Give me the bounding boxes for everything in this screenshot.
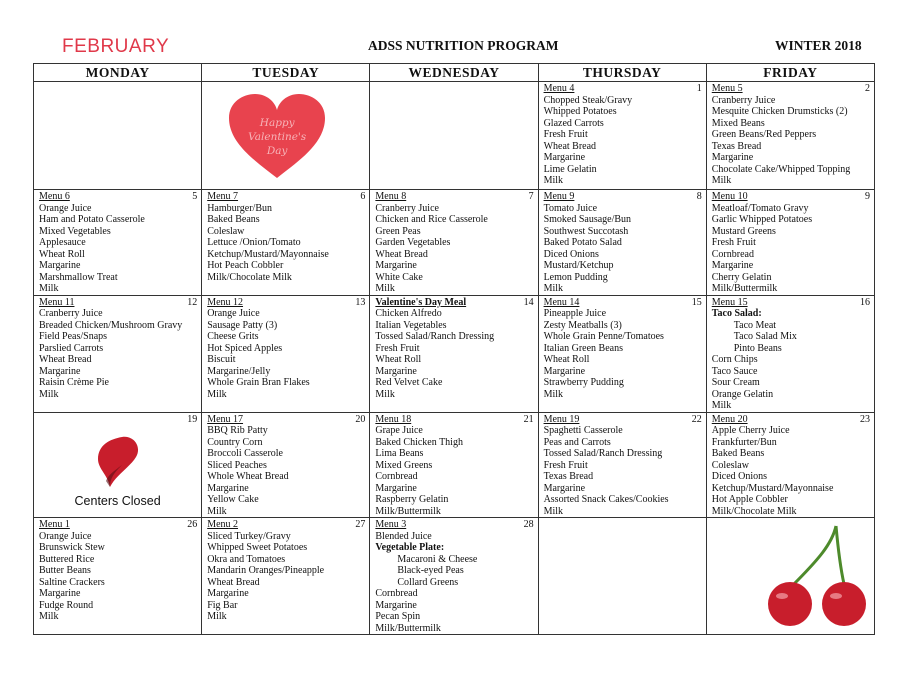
menu-title: Menu 7 [207, 191, 239, 202]
menu-item: Margarine [375, 260, 417, 271]
day-cell [202, 518, 370, 635]
menu-item: Cranberry Juice [39, 308, 103, 319]
menu-item: Cranberry Juice [375, 202, 439, 214]
menu-item: Red Velvet Cake [375, 377, 443, 388]
menu-item: Coleslaw [207, 225, 245, 237]
menu-item: Wheat Bread [207, 576, 260, 588]
menu-item: Milk [543, 505, 564, 517]
menu-item: Chicken and Rice Casserole [375, 214, 488, 225]
program-title: ADSS NUTRITION PROGRAM [368, 38, 559, 53]
menu-item: Zesty Meatballs (3) [543, 319, 622, 331]
day-number: 14 [523, 296, 534, 308]
menu-item: Margarine [711, 260, 754, 271]
heart-text-line: Happy [259, 117, 295, 129]
week-row [34, 412, 875, 518]
menu-item: Margarine [207, 482, 249, 494]
day-number: 20 [355, 413, 366, 425]
menu-item: Frankfurter/Bun [711, 436, 777, 448]
menu-item: Peas and Carrots [543, 436, 611, 448]
menu-item: Milk [711, 400, 732, 411]
menu-item: Margarine [375, 482, 417, 494]
day-header-monday: MONDAY [34, 64, 202, 82]
cell-header [375, 297, 533, 309]
menu-item: Blended Juice [375, 530, 432, 542]
day-cell [202, 190, 370, 296]
menu-item: Mesquite Chicken Drumsticks (2) [711, 106, 848, 117]
menu-item: Margarine [543, 365, 586, 377]
menu-item: Milk/Chocolate Milk [207, 271, 292, 283]
day-cell [202, 82, 370, 190]
menu-item: Italian Vegetables [375, 319, 447, 331]
menu-item: Pecan Spin [375, 611, 421, 622]
menu-item: Sliced Turkey/Gravy [207, 530, 291, 542]
day-number: 8 [696, 191, 702, 202]
day-number: 9 [865, 191, 870, 202]
heart-balloon-icon [86, 431, 146, 491]
menu-item: Lime Gelatin [543, 163, 597, 175]
day-cell [706, 82, 874, 190]
menu-item: Wheat Bread [375, 248, 428, 260]
day-cell [202, 412, 370, 518]
day-number: 27 [355, 519, 366, 530]
menu-item: Lima Beans [375, 448, 424, 459]
menu-item: Ham and Potato Casserole [39, 214, 145, 225]
day-cell [34, 82, 202, 190]
day-number: 22 [691, 413, 702, 425]
menu-item: Meatloaf/Tomato Gravy [711, 202, 809, 214]
menu-item: Taco Sauce [711, 365, 758, 377]
menu-item: Fig Bar [207, 599, 238, 611]
day-cell [370, 295, 538, 412]
menu-title: Menu 4 [543, 83, 575, 94]
menu-item: BBQ Rib Patty [207, 425, 268, 436]
menu-item: Margarine [39, 260, 81, 271]
cell-header [712, 191, 870, 203]
menu-item: Milk [543, 283, 564, 294]
day-number: 1 [696, 83, 702, 94]
cell-header [207, 297, 365, 309]
menu-title: Menu 3 [375, 519, 407, 530]
menu-title: Menu 19 [543, 413, 580, 425]
weekday-header-row [34, 64, 875, 82]
menu-item: Milk [711, 175, 732, 186]
day-number: 5 [192, 191, 198, 202]
heart-text-line: Valentine's [248, 131, 307, 143]
menu-item: Lettuce /Onion/Tomato [207, 237, 301, 248]
menu-item: Glazed Carrots [543, 117, 604, 129]
menu-item: Margarine [711, 152, 754, 163]
menu-item: Whole Grain Bran Flakes [207, 377, 310, 388]
menu-item: Milk/Buttermilk [375, 505, 441, 517]
menu-item: Hot Apple Cobbler [711, 494, 788, 505]
menu-item: Corn Chips [711, 354, 758, 365]
menu-item: Margarine [543, 482, 586, 494]
cherries-icon [752, 524, 872, 633]
menu-item: Cranberry Juice [711, 94, 776, 106]
menu-item: Grape Juice [375, 425, 423, 436]
menu-item: Fresh Fruit [543, 129, 588, 140]
cell-header [39, 191, 197, 203]
menu-item: Black-eyed Peas [397, 565, 464, 576]
day-cell [202, 295, 370, 412]
cell-header [207, 414, 365, 426]
day-number: 13 [355, 296, 366, 308]
menu-item: Country Corn [207, 436, 263, 448]
menu-item: Collard Greens [397, 576, 459, 588]
menu-title: Menu 15 [711, 296, 748, 308]
menu-item: Biscuit [207, 354, 236, 365]
menu-item: Tossed Salad/Ranch Dressing [543, 448, 663, 459]
menu-item: Broccoli Casserole [207, 448, 283, 459]
menu-item: Wheat Bread [39, 354, 92, 365]
menu-item: Margarine [39, 588, 81, 599]
menu-item: Raspberry Gelatin [375, 494, 449, 505]
day-number: 15 [691, 296, 702, 308]
menu-item: Mustard Greens [711, 225, 776, 237]
week-row [34, 295, 875, 412]
menu-item: Margarine [375, 599, 417, 611]
menu-item: Whole Wheat Bread [207, 471, 289, 482]
menu-item: Milk [207, 388, 227, 400]
day-cell [538, 190, 706, 296]
menu-item: Cornbread [711, 248, 754, 260]
menu-item: Hot Spiced Apples [207, 342, 283, 354]
menu-item: Fresh Fruit [711, 237, 756, 248]
menu-item: Strawberry Pudding [543, 377, 624, 388]
menu-item: White Cake [375, 271, 423, 283]
day-number: 23 [860, 413, 870, 425]
menu-item: Margarine [375, 365, 417, 377]
day-cell [370, 190, 538, 296]
day-cell [538, 412, 706, 518]
valentine-heart [227, 92, 327, 184]
menu-item: Cornbread [375, 588, 418, 599]
menu-item: Spaghetti Casserole [543, 425, 623, 436]
menu-item: Garlic Whipped Potatoes [711, 214, 813, 225]
menu-title: Menu 20 [711, 413, 748, 425]
day-cell [706, 518, 874, 635]
menu-item: Orange Juice [207, 308, 260, 319]
day-cell [34, 412, 202, 518]
centers-closed-label: Centers Closed [74, 493, 161, 508]
menu-item: Margarine [39, 365, 81, 377]
day-number: 6 [360, 191, 366, 202]
day-number: 21 [523, 413, 534, 425]
menu-item: Ketchup/Mustard/Mayonnaise [711, 482, 834, 494]
menu-item: Ketchup/Mustard/Mayonnaise [207, 248, 329, 260]
menu-item: Milk [543, 388, 564, 400]
week-row [34, 518, 875, 635]
menu-title: Menu 11 [39, 296, 75, 308]
menu-item: Breaded Chicken/Mushroom Gravy [39, 319, 183, 331]
menu-item: Mandarin Oranges/Pineapple [207, 565, 325, 576]
menu-item: Milk [207, 505, 227, 517]
menu-item: Saltine Crackers [39, 576, 105, 588]
cell-header [375, 191, 533, 203]
day-cell [706, 295, 874, 412]
day-cell [370, 412, 538, 518]
menu-item: Margarine/Jelly [207, 365, 271, 377]
menu-item: Margarine [207, 588, 249, 599]
menu-item: Baked Chicken Thigh [375, 436, 463, 448]
day-cell [34, 295, 202, 412]
menu-item: Milk [207, 611, 227, 622]
menu-item: Cheese Grits [207, 331, 259, 342]
menu-item: Macaroni & Cheese [397, 553, 478, 565]
menu-item: Taco Salad Mix [733, 331, 797, 342]
cell-header [712, 297, 870, 309]
menu-item: Green Peas [375, 225, 421, 237]
menu-title: Menu 6 [39, 191, 70, 202]
cell-header [207, 519, 365, 531]
day-cell [538, 518, 706, 635]
menu-item: Wheat Roll [543, 354, 590, 365]
menu-item: Texas Bread [543, 471, 594, 482]
menu-item: Diced Onions [711, 471, 768, 482]
heart-text-line: Day [266, 145, 288, 157]
menu-item: Milk [39, 388, 59, 400]
menu-item: Milk [39, 283, 59, 294]
cell-header [39, 519, 197, 531]
menu-item: Buttered Rice [39, 553, 95, 565]
menu-item: Fudge Round [39, 599, 94, 611]
cell-header [544, 414, 702, 426]
menu-item: Milk/Buttermilk [711, 283, 778, 294]
month-title: FEBRUARY [62, 36, 170, 57]
menu-item: Fresh Fruit [543, 459, 588, 471]
menu-item: Raisin Crème Pie [39, 377, 109, 388]
day-number: 19 [187, 413, 198, 425]
day-header-tuesday: TUESDAY [202, 64, 370, 82]
menu-item: Brunswick Stew [39, 542, 105, 553]
menu-item: Whipped Potatoes [543, 106, 617, 117]
cell-header [544, 83, 702, 95]
cell-header [375, 519, 533, 531]
menu-title: Menu 8 [375, 191, 407, 202]
menu-calendar [33, 63, 875, 635]
menu-title: Menu 2 [207, 519, 239, 530]
menu-item: Sour Cream [711, 377, 760, 388]
menu-item: Milk [39, 611, 59, 622]
menu-item: Southwest Succotash [543, 225, 629, 237]
season-title: WINTER 2018 [775, 38, 862, 53]
menu-item: Tomato Juice [543, 202, 598, 214]
day-cell [538, 295, 706, 412]
menu-item: Milk [543, 175, 564, 186]
day-cell [34, 190, 202, 296]
cell-header [375, 414, 533, 426]
week-row [34, 82, 875, 190]
menu-item: Smoked Sausage/Bun [543, 214, 632, 225]
menu-title: Menu 1 [39, 519, 70, 530]
menu-item: Wheat Roll [375, 354, 422, 365]
menu-item: Hot Peach Cobbler [207, 260, 284, 271]
menu-item: Sausage Patty (3) [207, 319, 278, 331]
menu-item: Italian Green Beans [543, 342, 623, 354]
menu-item: Garden Vegetables [375, 237, 451, 248]
day-cell [538, 82, 706, 190]
menu-title: Menu 17 [207, 413, 244, 425]
menu-item: Orange Gelatin [711, 388, 774, 400]
menu-item: Hamburger/Bun [207, 202, 272, 214]
menu-item: Fresh Fruit [375, 342, 420, 354]
menu-item: Green Beans/Red Peppers [711, 129, 817, 140]
menu-title: Menu 5 [711, 83, 743, 94]
day-cell [370, 82, 538, 190]
day-number: 16 [860, 296, 870, 308]
menu-title: Menu 10 [711, 191, 748, 202]
cell-header [544, 297, 702, 309]
menu-item: Milk/Buttermilk [375, 622, 441, 634]
menu-item: Pineapple Juice [543, 308, 607, 319]
menu-item: Butter Beans [39, 565, 91, 576]
day-header-wednesday: WEDNESDAY [370, 64, 538, 82]
menu-item: Texas Bread [711, 140, 762, 152]
day-cell [34, 518, 202, 635]
menu-item: Pinto Beans [733, 342, 782, 354]
menu-item: Sliced Peaches [207, 459, 267, 471]
menu-item: Baked Beans [711, 448, 765, 459]
menu-item: Wheat Roll [39, 248, 85, 260]
menu-item: Chicken Alfredo [375, 308, 442, 319]
menu-title: Menu 18 [375, 413, 412, 425]
cell-header [712, 83, 870, 95]
menu-item: Whole Grain Penne/Tomatoes [543, 331, 664, 342]
menu-item: Taco Meat [733, 319, 777, 331]
menu-item: Tossed Salad/Ranch Dressing [375, 331, 495, 342]
menu-item: Cornbread [375, 471, 418, 482]
menu-item: Mixed Vegetables [39, 225, 111, 237]
day-number: 26 [187, 519, 198, 530]
menu-item: Whipped Sweet Potatoes [207, 542, 308, 553]
menu-item: Milk [375, 283, 395, 294]
day-cell [706, 190, 874, 296]
day-number: 7 [528, 191, 534, 202]
week-row [34, 190, 875, 296]
menu-item: Mustard/Ketchup [543, 260, 614, 271]
menu-item: Diced Onions [543, 248, 599, 260]
cell-header [207, 191, 365, 203]
day-cell [370, 518, 538, 635]
menu-item: Mixed Greens [375, 459, 433, 471]
menu-item: Marshmallow Treat [39, 271, 118, 283]
menu-item: Okra and Tomatoes [207, 553, 286, 565]
menu-item: Lemon Pudding [543, 271, 608, 283]
menu-item: Vegetable Plate: [375, 542, 445, 553]
day-cell [706, 412, 874, 518]
menu-item: Apple Cherry Juice [711, 425, 790, 436]
menu-item: Mixed Beans [711, 117, 765, 129]
menu-item: Baked Beans [207, 214, 260, 225]
menu-item: Orange Juice [39, 530, 92, 542]
menu-item: Chopped Steak/Gravy [543, 94, 633, 106]
menu-title: Menu 12 [207, 296, 244, 308]
menu-title: Menu 9 [543, 191, 575, 202]
menu-item: Chocolate Cake/Whipped Topping [711, 163, 851, 175]
menu-item: Coleslaw [711, 459, 749, 471]
menu-item: Milk/Chocolate Milk [711, 505, 797, 517]
menu-item: Applesauce [39, 237, 86, 248]
day-header-thursday: THURSDAY [538, 64, 706, 82]
menu-item: Milk [375, 388, 395, 400]
menu-title: Valentine's Day Meal [375, 296, 467, 308]
cell-header [712, 414, 870, 426]
day-number: 28 [523, 519, 534, 530]
menu-item: Field Peas/Snaps [39, 331, 108, 342]
cell-header [39, 297, 197, 309]
menu-title: Menu 14 [543, 296, 580, 308]
menu-item: Cherry Gelatin [711, 271, 772, 283]
day-number: 12 [187, 296, 198, 308]
day-number: 2 [865, 83, 870, 94]
menu-item: Wheat Bread [543, 140, 597, 152]
menu-item: Baked Potato Salad [543, 237, 622, 248]
cell-header [544, 191, 702, 203]
menu-item: Yellow Cake [207, 494, 259, 505]
menu-item: Margarine [543, 152, 586, 163]
menu-item: Parslied Carrots [39, 342, 104, 354]
menu-item: Taco Salad: [711, 308, 762, 319]
menu-item: Assorted Snack Cakes/Cookies [543, 494, 669, 505]
day-header-friday: FRIDAY [706, 64, 874, 82]
menu-item: Orange Juice [39, 202, 92, 214]
